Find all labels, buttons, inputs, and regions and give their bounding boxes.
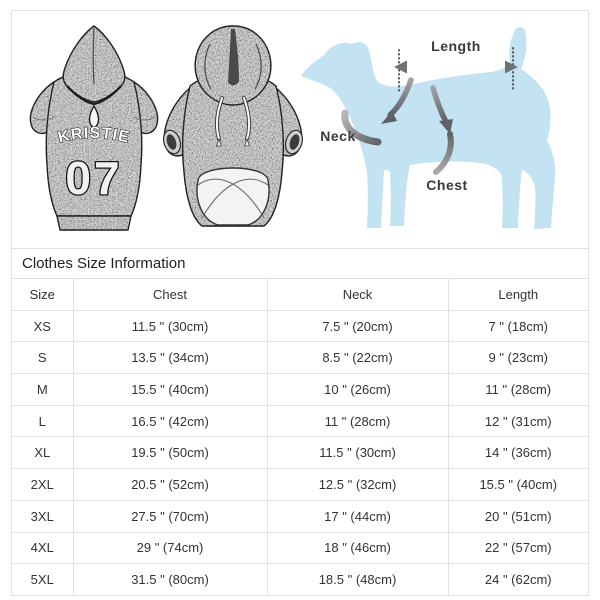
table-cell: 20.5 " (52cm): [73, 469, 267, 501]
table-cell: 13.5 " (34cm): [73, 342, 267, 374]
table-cell: 11.5 " (30cm): [267, 437, 448, 469]
table-cell: 24 " (62cm): [448, 564, 588, 595]
table-cell: XL: [12, 437, 73, 469]
size-section-title-bar: [12, 249, 588, 279]
table-row: [12, 342, 588, 374]
hoodie-back-view-image: [24, 22, 164, 234]
table-row: [12, 310, 588, 342]
table-row: [12, 469, 588, 501]
table-cell: 10 " (26cm): [267, 374, 448, 406]
table-row: [12, 405, 588, 437]
table-row: [12, 437, 588, 469]
kangaroo-pocket: [197, 168, 269, 225]
hoodie-front-view-image: [158, 22, 308, 234]
table-cell: 11.5 " (30cm): [73, 310, 267, 342]
column-header-size: Size: [29, 286, 55, 302]
table-row: [12, 532, 588, 564]
product-info-panel: [11, 10, 589, 596]
chest-label: Chest: [426, 177, 468, 193]
table-cell: 31.5 " (80cm): [73, 564, 267, 595]
table-cell: 18 " (46cm): [267, 532, 448, 564]
table-cell: 7.5 " (20cm): [267, 310, 448, 342]
length-label: Length: [431, 38, 481, 54]
table-cell: 3XL: [12, 500, 73, 532]
table-row: [12, 374, 588, 406]
table-cell: 22 " (57cm): [448, 532, 588, 564]
table-cell: 7 " (18cm): [448, 310, 588, 342]
table-cell: S: [12, 342, 73, 374]
section-title: Clothes Size Information: [22, 255, 186, 272]
table-cell: 12.5 " (32cm): [267, 469, 448, 501]
column-header-chest: Chest: [73, 279, 267, 310]
table-cell: 14 " (36cm): [448, 437, 588, 469]
table-cell: 20 " (51cm): [448, 500, 588, 532]
table-cell: 18.5 " (48cm): [267, 564, 448, 595]
header-row: [12, 279, 588, 310]
table-cell: 12 " (31cm): [448, 405, 588, 437]
neck-label: Neck: [320, 128, 356, 144]
table-row: [12, 500, 588, 532]
table-cell: 4XL: [12, 532, 73, 564]
table-cell: 15.5 " (40cm): [448, 469, 588, 501]
table-cell: 19.5 " (50cm): [73, 437, 267, 469]
product-images-section: [12, 11, 588, 249]
table-cell: M: [12, 374, 73, 406]
table-cell: XS: [12, 310, 73, 342]
table-cell: 15.5 " (40cm): [73, 374, 267, 406]
table-cell: 8.5 " (22cm): [267, 342, 448, 374]
size-table-body: [12, 310, 588, 595]
jersey-number-text: 07: [65, 152, 123, 204]
column-header-length: Length: [448, 279, 588, 310]
size-table-header: [12, 279, 588, 310]
dog-measurement-diagram: [298, 20, 586, 242]
table-cell: 9 " (23cm): [448, 342, 588, 374]
table-cell: 11 " (28cm): [267, 405, 448, 437]
table-cell: 11 " (28cm): [448, 374, 588, 406]
table-cell: 17 " (44cm): [267, 500, 448, 532]
jersey-name-text: KRISTIE: [56, 124, 132, 147]
table-cell: 5XL: [12, 564, 73, 595]
column-header-neck: Neck: [267, 279, 448, 310]
table-cell: 2XL: [12, 469, 73, 501]
table-row: [12, 564, 588, 595]
table-cell: 29 " (74cm): [73, 532, 267, 564]
table-cell: 27.5 " (70cm): [73, 500, 267, 532]
size-table: [12, 279, 588, 595]
table-cell: L: [12, 405, 73, 437]
table-cell: 16.5 " (42cm): [73, 405, 267, 437]
